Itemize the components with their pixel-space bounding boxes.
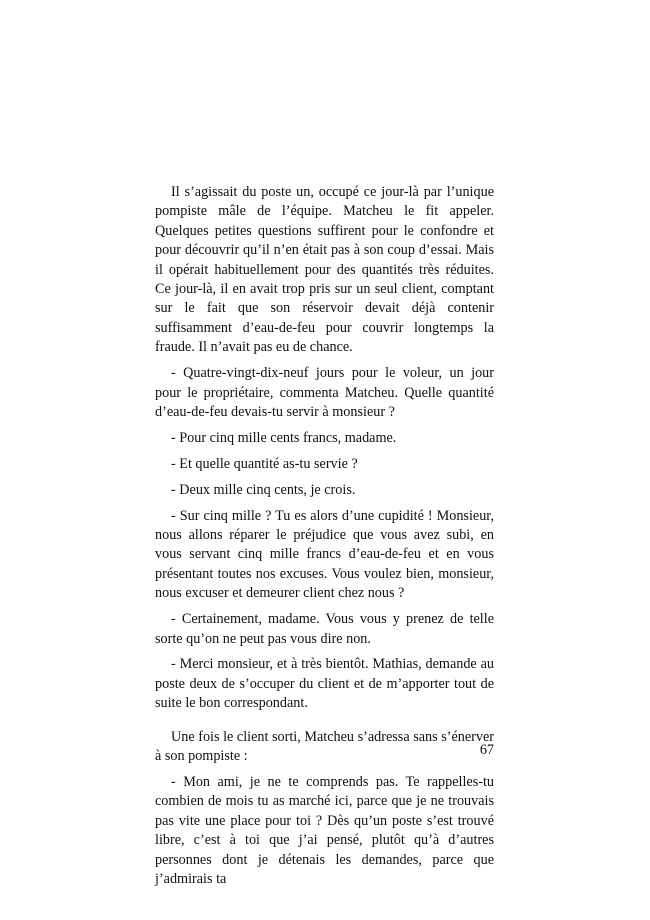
paragraph-dialogue-1: - Quatre-vingt-dix-neuf jours pour le voleur, un jour pour le propriétaire, commenta Matcheu. Quelle quantité d’eau-de-feu devais-tu servir à monsieur ? <box>155 365 494 420</box>
paragraph-dialogue-4: - Deux mille cinq cents, je crois. <box>171 481 356 498</box>
paragraph-narration-2: Une fois le client sorti, Matcheu s’adressa sans s’énerver à son pompiste : <box>155 728 494 765</box>
paragraph-dialogue-3: - Et quelle quantité as-tu servie ? <box>171 455 358 472</box>
page-number: 67 <box>479 742 494 758</box>
paragraph-dialogue-6: - Certainement, madame. Vous vous y prenez de telle sorte qu’on ne peut pas vous dire non. <box>155 611 494 647</box>
body-text <box>155 183 494 896</box>
paragraph-dialogue-5: - Sur cinq mille ? Tu es alors d’une cupidité ! Monsieur, nous allons réparer le préjudice que vous avez subi, en vous servant cinq mille francs d’eau-de-feu et en vous présentant toutes nos excuses. Vous voulez bien, monsieur, nous excuser et demeurer client chez nous ? <box>155 507 494 602</box>
paragraph-dialogue-8: - Mon ami, je ne te comprends pas. Te rappelles-tu combien de mois tu as marché ici, parce que je ne trouvais pas vite une place pour toi ? Dès qu’un poste s’est trouvé libre, c’est à toi que j’ai pensé, plutôt qu’à d’autres personnes dont je détenais les demandes, parce que j’admirais ta <box>155 773 494 887</box>
paragraph-dialogue-7: - Merci monsieur, et à très bientôt. Mathias, demande au poste deux de s’occuper du client et de m’apporter tout de suite le bon correspondant. <box>155 656 494 712</box>
paragraph-dialogue-2: - Pour cinq mille cents francs, madame. <box>171 429 397 446</box>
paragraph-narration-1: Il s’agissait du poste un, occupé ce jour-là par l’unique pompiste mâle de l’équipe. Matcheu le fit appeler. Quelques petites questions suffirent pour le confondre et pour découvrir qu’il n’en était pas à son coup d’essai. Mais il opérait habituellement pour des quantités très réduites. Ce jour-là, il en avait trop pris sur un seul client, comptant sur le fait que son réservoir devait déjà contenir suffisamment d’eau-de-feu pour couvrir longtemps la fraude. Il n’avait pas eu de chance. <box>155 184 494 356</box>
